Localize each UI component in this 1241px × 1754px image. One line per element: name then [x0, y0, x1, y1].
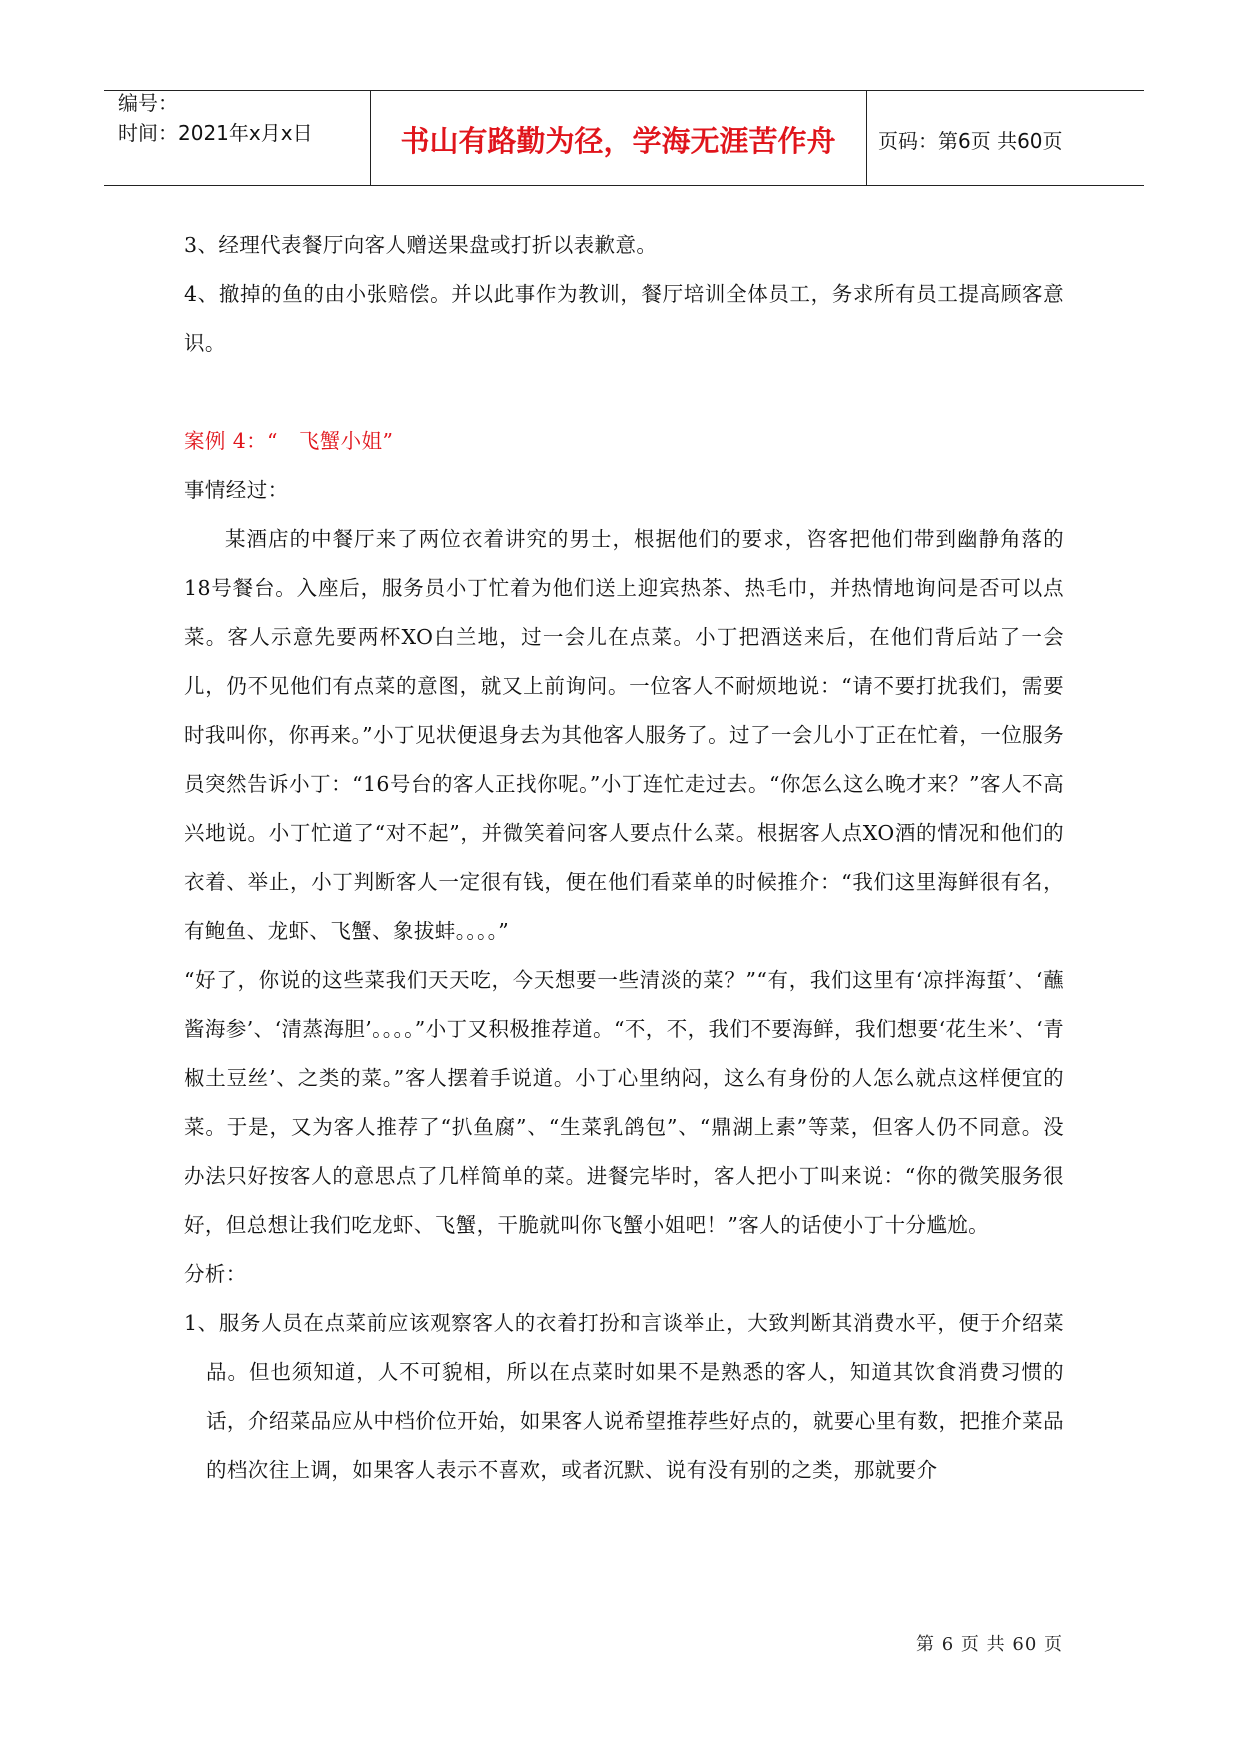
- case-paragraph: 某酒店的中餐厅来了两位衣着讲究的男士，根据他们的要求，咨客把他们带到幽静角落的18号餐台。入座后，服务员小丁忙着为他们送上迎宾热茶、热毛巾，并热情地询问是否可以点菜。客人示意先要两杯XO白兰地，过一会儿在点菜。小丁把酒送来后，在他们背后站了一会儿，仍不见他们有点菜的意图，就又上前询问。一位客人不耐烦地说：“请不要打扰我们，需要时我叫你，你再来。”小丁见状便退身去为其他客人服务了。过了一会儿小丁正在忙着，一位服务员突然告诉小丁：“16号台的客人正找你呢。”小丁连忙走过去。“你怎么这么晚才来？”客人不高兴地说。小丁忙道了“对不起”，并微笑着问客人要点什么菜。根据客人点XO酒的情况和他们的衣着、举止，小丁判断客人一定很有钱，便在他们看菜单的时候推介：“我们这里海鲜很有名，有鲍鱼、龙虾、飞蟹、象拔蚌。。。。”: [184, 527, 1064, 943]
- case-paragraph: “好了，你说的这些菜我们天天吃，今天想要一些清淡的菜？”“有，我们这里有‘凉拌海蜇’、‘蘸酱海参’、‘清蒸海胆’。。。。”小丁又积极推荐道。“不，不，我们不要海鲜，我们想要‘花生米’、‘青椒土豆丝’、之类的菜。”客人摆着手说道。小丁心里纳闷，这么有身份的人怎么就点这样便宜的菜。于是，又为客人推荐了“扒鱼腐”、“生菜乳鸽包”、“鼎湖上素”等菜，但客人仍不同意。没办法只好按客人的意思点了几样简单的菜。进餐完毕时，客人把小丁叫来说：“你的微笑服务很好，但总想让我们吃龙虾、飞蟹，干脆就叫你飞蟹小姐吧！”客人的话使小丁十分尴尬。: [184, 968, 1064, 1237]
- page-header: [104, 90, 1144, 186]
- header-left-cell: [104, 91, 371, 185]
- list-item: 4、撤掉的鱼的由小张赔偿。并以此事作为教训，餐厅培训全体员工，务求所有员工提高顾客意识。: [184, 282, 1064, 355]
- analysis-item: 1、服务人员在点菜前应该观察客人的衣着打扮和言谈举止，大致判断其消费水平，便于介绍菜品。但也须知道，人不可貌相，所以在点菜时如果不是熟悉的客人，知道其饮食消费习惯的话，介绍菜品应从中档价位开始，如果客人说希望推荐些好点的，就要心里有数，把推介菜品的档次往上调，如果客人表示不喜欢，或者沉默、说有没有别的之类，那就要介: [184, 1311, 1064, 1482]
- list-item: 3、经理代表餐厅向客人赠送果盘或打折以表歉意。: [184, 233, 658, 257]
- header-page-cell: [866, 91, 1144, 185]
- header-page-number: 页码：第6页 共60页: [878, 129, 1063, 153]
- header-motto-cell: [370, 91, 867, 185]
- page-footer: 第 6 页 共 60 页: [916, 1634, 1063, 1655]
- header-motto: 书山有路勤为径，学海无涯苦作舟: [400, 124, 836, 158]
- section-label-analysis: 分析：: [184, 1262, 247, 1286]
- document-body: [184, 221, 1064, 1495]
- document-time-label: 时间：2021年x月x日: [118, 121, 313, 145]
- document-number-label: 编号：: [118, 91, 178, 115]
- paragraph-spacer: [184, 368, 1064, 417]
- case-title: 案例 4：“ 飞蟹小姐”: [184, 429, 394, 453]
- section-label-process: 事情经过：: [184, 478, 289, 502]
